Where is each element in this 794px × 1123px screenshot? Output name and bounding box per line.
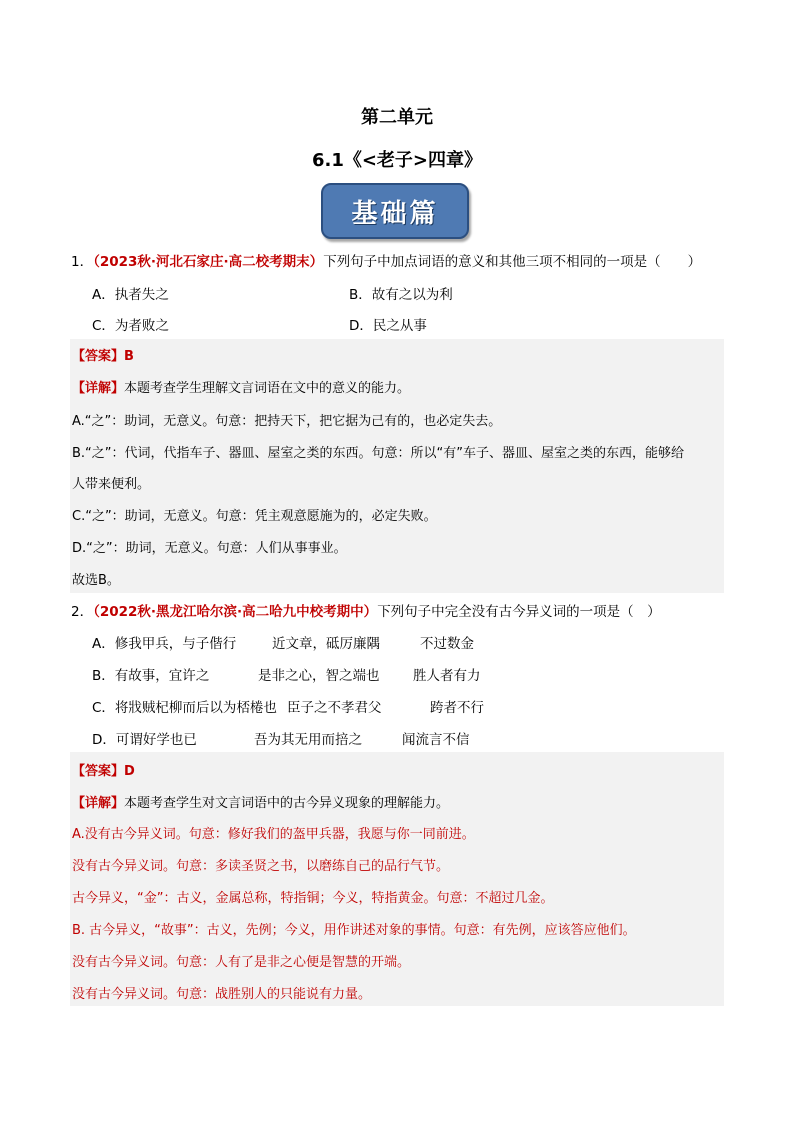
q2-option-a-3: 不过数金 — [420, 636, 474, 652]
q1-detail — [72, 377, 410, 396]
q2-option-d-2: 吾为其无用而掊之 — [254, 732, 362, 748]
q2-explanation-b-2: 没有古今异义词。句意：人有了是非之心便是智慧的开端。 — [72, 955, 411, 970]
unit-title: 第二单元 — [361, 107, 433, 128]
question-text: 下列句子中完全没有古今异义词的一项是（ ） — [377, 604, 661, 620]
q2-option-d-1: D．可谓好学也已 — [92, 732, 197, 748]
question-source: （2023秋·河北石家庄·高二校考期末） — [93, 254, 324, 270]
question-source: （2022秋·黑龙江哈尔滨·高二哈九中校考期中） — [93, 604, 378, 620]
q2-explanation-b-3: 没有古今异义词。句意：战胜别人的只能说有力量。 — [72, 987, 372, 1002]
question-number: 2． — [71, 604, 94, 620]
question-2-stem — [71, 600, 661, 620]
q1-option-d: D．民之从事 — [349, 318, 427, 334]
q2-explanation-b-1: B. 古今异义，“故事”：古义，先例；今义，用作讲述对象的事情。句意：有先例，应该答应他们。 — [72, 923, 636, 938]
answer-label: 【答案】 — [72, 349, 125, 364]
q2-detail — [72, 792, 449, 811]
q2-option-b-3: 胜人者有力 — [413, 668, 481, 684]
answer-label: 【答案】 — [72, 764, 125, 779]
q1-answer — [72, 345, 134, 364]
q2-explanation-a-3: 古今异义，“金”：古义，金属总称，特指铜；今义，特指黄金。句意：不超过几金。 — [72, 891, 554, 906]
q2-explanation-a-1: A.没有古今异义词。句意：修好我们的盔甲兵器，我愿与你一同前进。 — [72, 827, 475, 842]
lesson-title: 6.1《<老子>四章》 — [311, 150, 483, 171]
answer-value: D — [124, 764, 135, 779]
question-number: 1． — [71, 254, 94, 270]
q1-explanation-d: D.“之”：助词，无意义。句意：人们从事事业。 — [72, 541, 347, 556]
detail-text: 本题考查学生对文言词语中的古今异义现象的理解能力。 — [124, 796, 450, 811]
q1-option-b: B．故有之以为利 — [349, 287, 453, 303]
q2-option-c-3: 跨者不行 — [430, 700, 484, 716]
q1-explanation-b: B.“之”：代词，代指车子、器皿、屋室之类的东西。句意：所以“有”车子、器皿、屋室之类的东西，能够给 — [72, 446, 684, 461]
question-text: 下列句子中加点词语的意义和其他三项不相同的一项是（ ） — [323, 254, 702, 270]
q1-explanation-c: C.“之”：助词，无意义。句意：凭主观意愿施为的，必定失败。 — [72, 509, 437, 524]
q2-option-d-3: 闻流言不信 — [402, 732, 470, 748]
q2-option-c-2: 臣子之不孝君父 — [287, 700, 382, 716]
q1-explanation-a: A.“之”：助词，无意义。句意：把持天下，把它据为己有的，也必定失去。 — [72, 414, 502, 429]
detail-label: 【详解】 — [72, 381, 125, 396]
q2-option-b-2: 是非之心，智之端也 — [258, 668, 380, 684]
q2-option-a-2: 近文章，砥厉廉隅 — [272, 636, 380, 652]
q1-option-a: A．执者失之 — [92, 287, 169, 303]
q2-option-a-1: A．修我甲兵，与子偕行 — [92, 636, 237, 652]
detail-label: 【详解】 — [72, 796, 125, 811]
detail-text: 本题考查学生理解文言词语在文中的意义的能力。 — [124, 381, 411, 396]
q2-option-c-1: C．将戕贼杞柳而后以为桮棬也 — [92, 700, 277, 716]
q1-conclusion: 故选B。 — [72, 573, 120, 588]
level-badge: 基础篇 — [321, 183, 469, 239]
q2-explanation-a-2: 没有古今异义词。句意：多读圣贤之书，以磨练自己的品行气节。 — [72, 859, 450, 874]
question-1-stem — [71, 250, 701, 270]
q2-answer — [72, 760, 135, 779]
q1-explanation-b-cont: 人带来便利。 — [72, 477, 151, 492]
q2-option-b-1: B．有故事，宜许之 — [92, 668, 210, 684]
q1-option-c: C．为者败之 — [92, 318, 169, 334]
answer-value: B — [124, 349, 134, 364]
